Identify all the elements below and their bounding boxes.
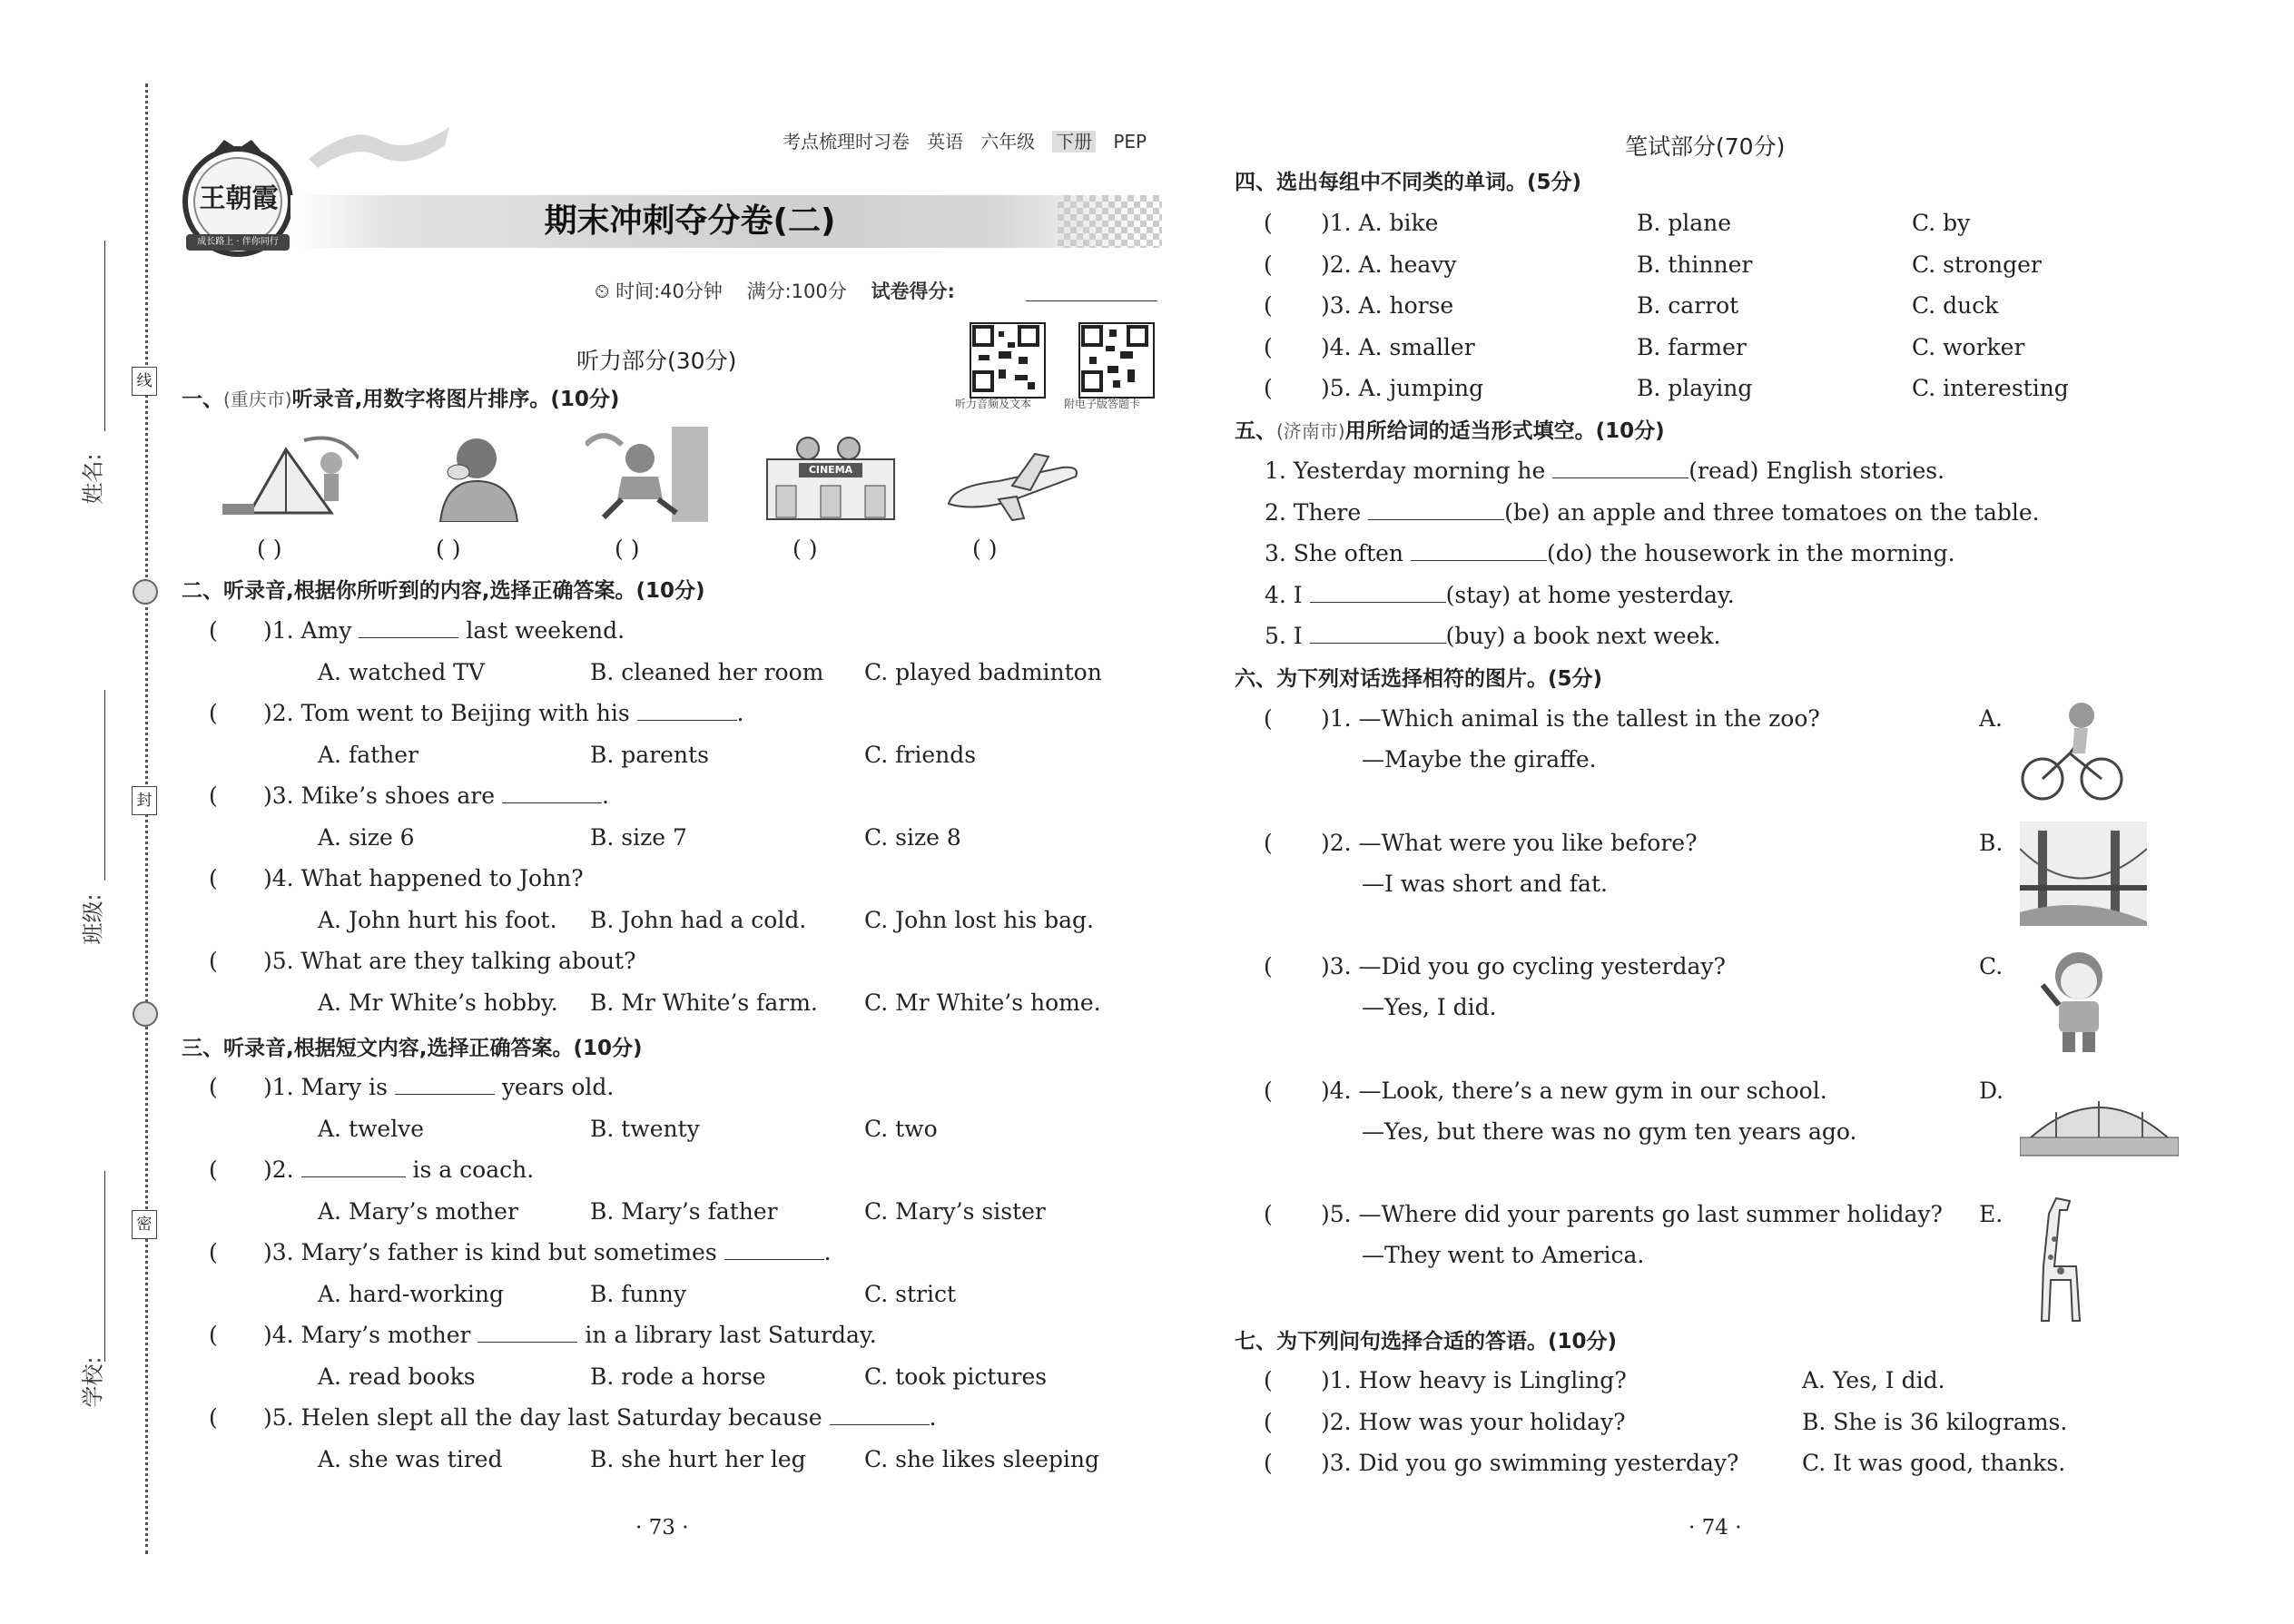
- fill-in-blank[interactable]: [1310, 582, 1446, 603]
- option-c: C. strict: [864, 1281, 957, 1307]
- question-stem: )2.: [263, 1156, 294, 1183]
- dialogue-answer: —I was short and fat.: [1362, 870, 1608, 897]
- grade: 六年级: [980, 131, 1036, 153]
- word-hint: (do): [1546, 540, 1593, 566]
- question-text: [263, 948, 636, 975]
- option-a: A. she was tired: [318, 1446, 503, 1472]
- fill-sentence: [1265, 540, 1955, 567]
- option-c: C. by: [1912, 210, 1971, 236]
- boy-hurt-foot-picture: [586, 427, 713, 522]
- binding-ornament-icon: [133, 1001, 158, 1027]
- fill-sentence: [1265, 623, 1720, 650]
- question-stem: )3. Mary’s father is kind but sometimes: [263, 1239, 717, 1265]
- dialogue-question: )5. —Where did your parents go last summer holiday?: [1321, 1201, 1943, 1227]
- section-7-title: 七、为下列问句选择合适的答语。(10分): [1235, 1330, 1618, 1353]
- option-b: B. funny: [590, 1281, 686, 1307]
- full-score: 满分:100分: [746, 281, 847, 302]
- airplane-picture: [944, 449, 1080, 522]
- option-a: A. John hurt his foot.: [318, 907, 557, 933]
- answer-paren[interactable]: (: [1264, 333, 1273, 360]
- question-stem: )3. Mike’s shoes are: [263, 782, 496, 809]
- answer-paren[interactable]: (: [1264, 1077, 1273, 1104]
- option-b: B. rode a horse: [590, 1363, 766, 1390]
- binding-dotted-line: [145, 84, 148, 1554]
- fill-sentence: [1265, 499, 2040, 527]
- option-a: A. father: [318, 742, 418, 768]
- question-text: [263, 1322, 877, 1349]
- option-a: A. Mary’s mother: [318, 1198, 518, 1225]
- fill-in-blank[interactable]: [1368, 499, 1504, 520]
- question-stem: )2. Tom went to Beijing with his: [263, 700, 630, 726]
- answer-option: A. Yes, I did.: [1802, 1367, 1945, 1393]
- title-checker: [1058, 195, 1162, 248]
- answer-paren[interactable]: (: [209, 1239, 218, 1265]
- option-c: C. interesting: [1912, 375, 2069, 401]
- question-tail: .: [823, 1239, 832, 1265]
- boy-sick-picture: [409, 431, 527, 522]
- question-option-a: )3. A. horse: [1321, 292, 1454, 319]
- school-line: [104, 1171, 105, 1362]
- answer-blank[interactable]: ( ): [436, 536, 461, 562]
- option-a: A. hard-working: [318, 1281, 505, 1307]
- exam-meta: [595, 277, 955, 304]
- ribbon-decoration: [300, 118, 454, 172]
- qr-caption-answer: 附电子版答题卡: [1064, 398, 1141, 410]
- answer-paren[interactable]: (: [1264, 1450, 1273, 1476]
- option-c: C. Mr White’s home.: [864, 989, 1101, 1016]
- word-hint: (be): [1504, 498, 1551, 526]
- option-c: C. two: [864, 1116, 938, 1142]
- option-b: B. parents: [590, 742, 709, 768]
- sentence-end: at home yesterday.: [1518, 581, 1735, 608]
- question-text: [263, 865, 584, 892]
- question-stem: )1. Amy: [263, 617, 352, 644]
- name-line: [104, 241, 105, 431]
- question-text: [263, 782, 609, 810]
- question-option-a: )2. A. heavy: [1321, 251, 1457, 278]
- option-b: B. farmer: [1637, 333, 1747, 360]
- answer-paren[interactable]: (: [209, 1074, 218, 1100]
- binding-mark-mi: 密: [132, 1210, 157, 1239]
- answer-paren[interactable]: (: [1264, 1367, 1273, 1393]
- option-b: B. Mary’s father: [590, 1198, 778, 1225]
- score-label: 试卷得分:: [871, 281, 955, 302]
- dialogue-answer: —They went to America.: [1362, 1242, 1645, 1268]
- fill-sentence: [1265, 458, 1944, 485]
- option-c: C. she likes sleeping: [864, 1446, 1100, 1472]
- answer-paren[interactable]: (: [1264, 210, 1273, 236]
- option-b: B. playing: [1637, 375, 1753, 401]
- fill-in-blank[interactable]: [359, 617, 458, 638]
- answer-paren[interactable]: (: [209, 617, 218, 644]
- answer-paren[interactable]: (: [209, 1156, 218, 1183]
- answer-blank[interactable]: ( ): [257, 536, 282, 562]
- answer-paren[interactable]: (: [1264, 953, 1273, 979]
- option-a: A. read books: [318, 1363, 476, 1390]
- sentence-end: English stories.: [1766, 458, 1945, 484]
- brand-logo: [177, 136, 300, 259]
- question-option-a: )1. A. bike: [1321, 210, 1439, 236]
- fill-in-blank[interactable]: [1310, 623, 1446, 644]
- fill-sentence: [1265, 582, 1735, 609]
- giraffe-picture: [2020, 1194, 2092, 1325]
- option-b: B. John had a cold.: [590, 907, 807, 933]
- writing-title: 笔试部分(70分): [1625, 133, 1786, 160]
- answer-paren[interactable]: (: [1264, 1201, 1273, 1227]
- fill-in-blank[interactable]: [637, 700, 737, 721]
- option-c: C. friends: [864, 742, 977, 768]
- answer-paren[interactable]: (: [209, 782, 218, 809]
- question-stem: )5. What are they talking about?: [263, 948, 636, 974]
- picture-option-label: E.: [1979, 1201, 2004, 1227]
- sentence-start: 2. There: [1265, 498, 1362, 526]
- series-name: 考点梳理时习卷: [783, 131, 910, 153]
- answer-paren[interactable]: (: [1264, 375, 1273, 401]
- picture-option-label: A.: [1979, 705, 2004, 732]
- answer-option: C. It was good, thanks.: [1802, 1450, 2066, 1476]
- edition: PEP: [1113, 131, 1147, 153]
- listening-title: 听力部分(30分): [576, 348, 737, 374]
- option-b: B. twenty: [590, 1116, 700, 1142]
- picture-option-label: D.: [1979, 1077, 2004, 1104]
- option-b: B. she hurt her leg: [590, 1446, 806, 1472]
- answer-blank[interactable]: ( ): [972, 536, 998, 562]
- dialogue-answer: —Maybe the giraffe.: [1362, 746, 1597, 773]
- question-text: [263, 617, 625, 645]
- word-hint: (stay): [1445, 581, 1511, 608]
- answer-blank[interactable]: ( ): [615, 536, 640, 562]
- section-5-title: 五、(济南市)用所给词的适当形式填空。(10分): [1235, 419, 1665, 443]
- answer-paren[interactable]: (: [209, 1404, 218, 1431]
- clock-icon: ⏲: [595, 281, 610, 302]
- fill-in-blank[interactable]: [502, 782, 602, 803]
- picture-option-label: B.: [1979, 829, 2004, 856]
- camping-picture: [213, 431, 359, 522]
- school-label: 学校:: [80, 1356, 106, 1408]
- question-tail: in a library last Saturday.: [585, 1322, 877, 1348]
- fill-in-blank[interactable]: [478, 1322, 577, 1343]
- question-text: [263, 1074, 614, 1101]
- question-text: [263, 700, 744, 727]
- waving-boy-picture: [2033, 949, 2124, 1058]
- qr-code-audio[interactable]: [970, 322, 1046, 399]
- term: 下册: [1052, 131, 1096, 153]
- question-tail: last weekend.: [466, 617, 625, 644]
- sentence-start: 1. Yesterday morning he: [1265, 458, 1546, 484]
- dialogue-question: )3. —Did you go cycling yesterday?: [1321, 953, 1726, 979]
- sentence-start: 4. I: [1265, 581, 1303, 608]
- answer-paren[interactable]: (: [209, 700, 218, 726]
- dialogue-question: )2. —What were you like before?: [1321, 829, 1698, 856]
- subject: 英语: [927, 131, 964, 153]
- section-6-title: 六、为下列对话选择相符的图片。(5分): [1235, 667, 1603, 691]
- page-number-right: · 74 ·: [1689, 1516, 1742, 1540]
- option-b: B. size 7: [590, 824, 687, 851]
- dialogue-answer: —Yes, I did.: [1362, 994, 1497, 1020]
- option-b: B. Mr White’s farm.: [590, 989, 818, 1016]
- option-a: A. size 6: [318, 824, 415, 851]
- answer-paren[interactable]: (: [209, 1322, 218, 1348]
- option-b: B. carrot: [1637, 292, 1739, 319]
- fill-in-blank[interactable]: [724, 1239, 824, 1260]
- bridge-picture: [2020, 822, 2147, 926]
- section-3-title: 三、听录音,根据短文内容,选择正确答案。(10分): [182, 1037, 643, 1060]
- option-b: B. cleaned her room: [590, 659, 824, 685]
- picture-option-label: C.: [1979, 953, 2004, 979]
- sentence-start: 3. She often: [1265, 540, 1404, 566]
- answer-paren[interactable]: (: [1264, 1408, 1273, 1435]
- option-c: C. played badminton: [864, 659, 1102, 685]
- question-text: [263, 1239, 832, 1266]
- question-text: [263, 1404, 936, 1432]
- option-c: C. John lost his bag.: [864, 907, 1094, 933]
- fill-in-blank[interactable]: [830, 1404, 930, 1425]
- question-text: [263, 1156, 534, 1184]
- word-hint: (buy): [1445, 623, 1506, 649]
- sentence-end: a book next week.: [1512, 623, 1721, 649]
- option-b: B. plane: [1637, 210, 1732, 236]
- answer-paren[interactable]: (: [209, 865, 218, 891]
- question-option-a: )4. A. smaller: [1321, 333, 1475, 360]
- brand-name: 王朝霞: [199, 182, 279, 213]
- question-tail: .: [929, 1404, 937, 1431]
- sentence-end: the housework in the morning.: [1600, 540, 1955, 566]
- question-stem: )1. Mary is: [263, 1074, 388, 1100]
- option-c: C. duck: [1912, 292, 1999, 319]
- option-a: A. watched TV: [318, 659, 485, 685]
- qr-code-answer-sheet[interactable]: [1078, 322, 1155, 399]
- option-a: A. twelve: [318, 1116, 425, 1142]
- score-input[interactable]: [1026, 300, 1157, 301]
- class-line: [104, 690, 105, 881]
- gym-building-picture: [2020, 1085, 2179, 1157]
- answer-blank[interactable]: ( ): [793, 536, 818, 562]
- answer-paren[interactable]: (: [1264, 705, 1273, 732]
- option-b: B. thinner: [1637, 251, 1753, 278]
- brand-tagline: 成长路上 · 伴你同行: [197, 237, 279, 247]
- class-label: 班级:: [80, 893, 106, 945]
- word-hint: (read): [1689, 458, 1759, 484]
- header-info: [783, 127, 1147, 153]
- sentence-end: an apple and three tomatoes on the table.: [1557, 498, 2040, 526]
- fill-in-blank[interactable]: [301, 1156, 406, 1177]
- question-stem: )4. Mary’s mother: [263, 1322, 471, 1348]
- binding-mark-feng: 封: [132, 786, 157, 815]
- option-c: C. size 8: [864, 824, 961, 851]
- page-number-left: · 73 ·: [635, 1516, 689, 1540]
- question-tail: .: [601, 782, 609, 809]
- fill-in-blank[interactable]: [395, 1074, 495, 1095]
- question-tail: years old.: [501, 1074, 615, 1100]
- fill-in-blank[interactable]: [1552, 458, 1689, 478]
- dialogue-question: )1. —Which animal is the tallest in the zoo?: [1321, 705, 1820, 732]
- question-text: )3. Did you go swimming yesterday?: [1321, 1450, 1739, 1476]
- answer-paren[interactable]: (: [1264, 292, 1273, 319]
- question-text: )2. How was your holiday?: [1321, 1408, 1626, 1435]
- answer-paren[interactable]: (: [1264, 251, 1273, 278]
- fill-in-blank[interactable]: [1411, 540, 1547, 561]
- binding-mark-xian: 线: [132, 367, 157, 396]
- name-label: 姓名:: [80, 453, 106, 505]
- question-text: )1. How heavy is Lingling?: [1321, 1367, 1627, 1393]
- binding-ornament-icon: [133, 579, 158, 605]
- girl-cycling-picture: [2020, 699, 2124, 803]
- option-c: C. took pictures: [864, 1363, 1048, 1390]
- question-stem: )4. What happened to John?: [263, 865, 584, 891]
- sentence-start: 5. I: [1265, 623, 1303, 649]
- cinema-sign: CINEMA: [808, 464, 853, 476]
- cinema-picture: [763, 436, 899, 522]
- option-a: A. Mr White’s hobby.: [318, 989, 558, 1016]
- option-c: C. stronger: [1912, 251, 2042, 278]
- answer-paren[interactable]: (: [1264, 829, 1273, 856]
- question-tail: is a coach.: [412, 1156, 535, 1183]
- section-2-title: 二、听录音,根据你所听到的内容,选择正确答案。(10分): [182, 579, 705, 603]
- answer-paren[interactable]: (: [209, 948, 218, 974]
- answer-option: B. She is 36 kilograms.: [1802, 1408, 2068, 1435]
- option-c: C. worker: [1912, 333, 2025, 360]
- section-4-title: 四、选出每组中不同类的单词。(5分): [1235, 171, 1582, 194]
- option-c: C. Mary’s sister: [864, 1198, 1046, 1225]
- time-limit: 时间:40分钟: [615, 281, 723, 302]
- dialogue-question: )4. —Look, there’s a new gym in our school.: [1321, 1077, 1827, 1104]
- exam-title: 期末冲刺夺分卷(二): [544, 202, 836, 240]
- question-tail: .: [736, 700, 744, 726]
- section-1-title: 一、(重庆市)听录音,用数字将图片排序。(10分): [182, 388, 620, 411]
- qr-caption-audio: 听力音频及文本: [955, 398, 1032, 410]
- dialogue-answer: —Yes, but there was no gym ten years ago.: [1362, 1117, 1857, 1145]
- question-option-a: )5. A. jumping: [1321, 375, 1484, 401]
- question-stem: )5. Helen slept all the day last Saturday because: [263, 1404, 822, 1431]
